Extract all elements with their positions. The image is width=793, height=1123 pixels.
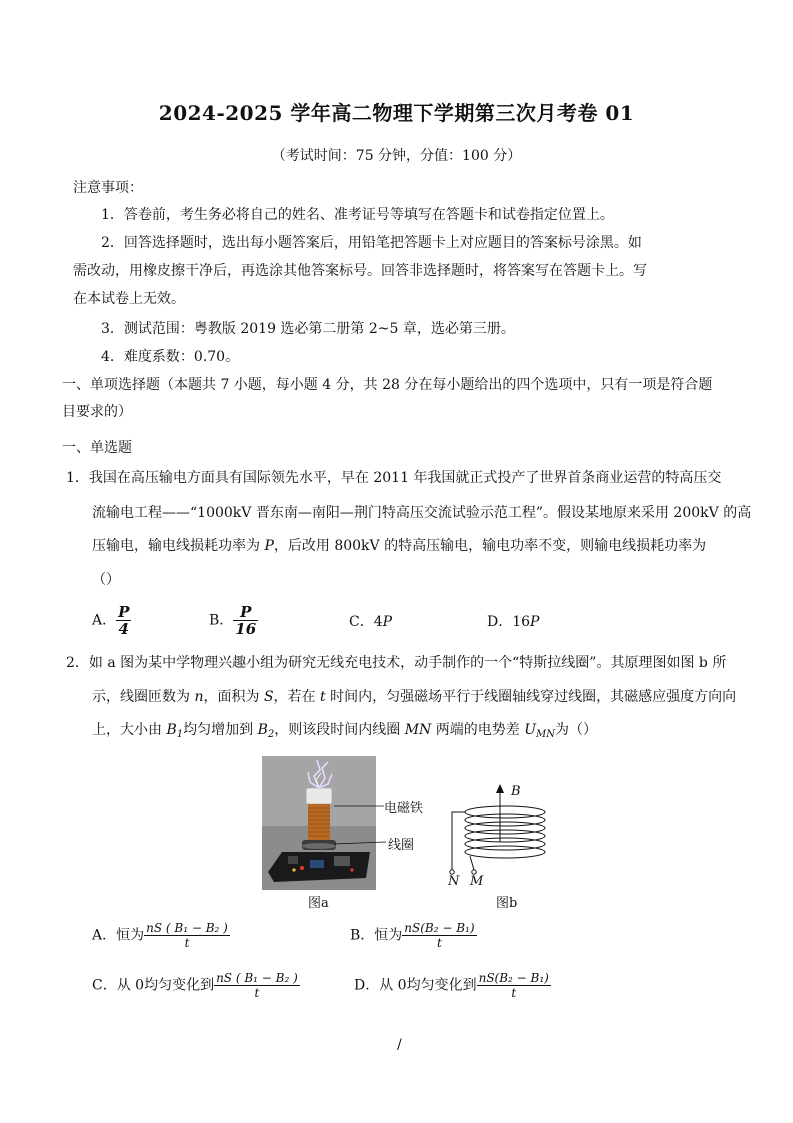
q1-line-1: 1．我国在高压输电方面具有国际领先水平，早在 2011 年我国就正式投产了世界首条商业运营的特高压交 xyxy=(66,470,722,486)
q2-option-c[interactable]: C．从 0均匀变化到 $\frac{\text{nS ( B₁ − B₂ )}}{t}$ xyxy=(92,971,298,1000)
section-subheading: 一、单选题 xyxy=(62,440,132,456)
q2-option-a[interactable]: A．恒为 $\frac{\text{nS ( B₁ − B₂ )}}{t}$ xyxy=(92,921,228,950)
q2-option-b[interactable]: B．恒为 $\frac{\text{nS(B₂ − B₁)}}{t}$ xyxy=(350,921,475,950)
q2-line-1: 2．如 a 图为某中学物理兴趣小组为研究无线充电技术，动手制作的一个“特斯拉线圈”。其原理图如图 b 所 xyxy=(66,655,727,671)
q1-option-c[interactable]: C．4P xyxy=(349,614,393,630)
fig-a-leader-lines xyxy=(330,800,390,850)
notes-heading: 注意事项： xyxy=(73,180,143,196)
q1-option-d[interactable]: D．16P xyxy=(487,614,540,630)
exam-info: （考试时间：75 分钟，分值：100 分） xyxy=(271,148,522,164)
note-item-1: 1．答卷前，考生务必将自己的姓名、准考证号等填写在答题卡和试卷指定位置上。 xyxy=(101,207,614,223)
q1-line-2: 流输电工程——“1000kV 晋东南—南阳—荆门特高压交流试验示范工程”。假设某地原来采用 200kV 的高 xyxy=(92,505,752,521)
note-item-2-line-2: 需改动，用橡皮擦干净后，再选涂其他答案标号。回答非选择题时，将答案写在答题卡上。写 xyxy=(73,263,647,279)
section-heading-line-1: 一、单项选择题（本题共 7 小题，每小题 4 分，共 28 分在每小题给出的四个选项中，只有一项是符合题 xyxy=(62,377,713,393)
q1-option-b[interactable]: B． $\frac{P}{16}$ xyxy=(209,603,257,638)
note-item-4: 4．难度系数：0.70。 xyxy=(101,349,240,365)
q2-line-2: 示，线圈匝数为 n，面积为 S，若在 t 时间内，匀强磁场平行于线圈轴线穿过线圈，其磁感应强度方向向 xyxy=(92,689,737,705)
q1-option-a[interactable]: A． $\frac{P}{4}$ xyxy=(92,603,130,638)
fig-b-caption: 图b xyxy=(496,896,518,911)
note-item-3: 3．测试范围：粤教版 2019 选必第二册第 2~5 章，选必第三册。 xyxy=(101,321,515,337)
fig-a-caption: 图a xyxy=(308,896,329,911)
page-footer-mark: / xyxy=(397,1037,402,1053)
q1-line-4: （） xyxy=(92,572,120,588)
q2-option-d[interactable]: D．从 0均匀变化到 $\frac{\text{nS(B₂ − B₁)}}{t}$ xyxy=(354,971,549,1000)
fig-b-label-b: B xyxy=(511,784,521,799)
note-item-2-line-3: 在本试卷上无效。 xyxy=(73,291,185,307)
page-title: 2024-2025 学年高二物理下学期第三次月考卷 01 xyxy=(158,101,635,125)
q1-line-3: 压输电，输电线损耗功率为 P，后改用 800kV 的特高压输电，输电功率不变，则输电线损耗功率为 xyxy=(92,538,707,554)
fig-b-label-n: N xyxy=(448,874,460,889)
fig-a-label-electromagnet: 电磁铁 xyxy=(384,801,424,816)
note-item-2-line-1: 2．回答选择题时，选出每小题答案后，用铅笔把答题卡上对应题目的答案标号涂黑。如 xyxy=(101,235,642,251)
q2-line-3: 上，大小由 $B_1$均匀增加到 $B_2$，则该段时间内线圈 MN 两端的电势差 $U_{MN}$为（） xyxy=(92,722,598,740)
fig-b-label-m: M xyxy=(470,874,484,889)
section-heading-line-2: 目要求的） xyxy=(62,404,132,420)
fig-a-label-coil: 线圈 xyxy=(388,838,415,853)
